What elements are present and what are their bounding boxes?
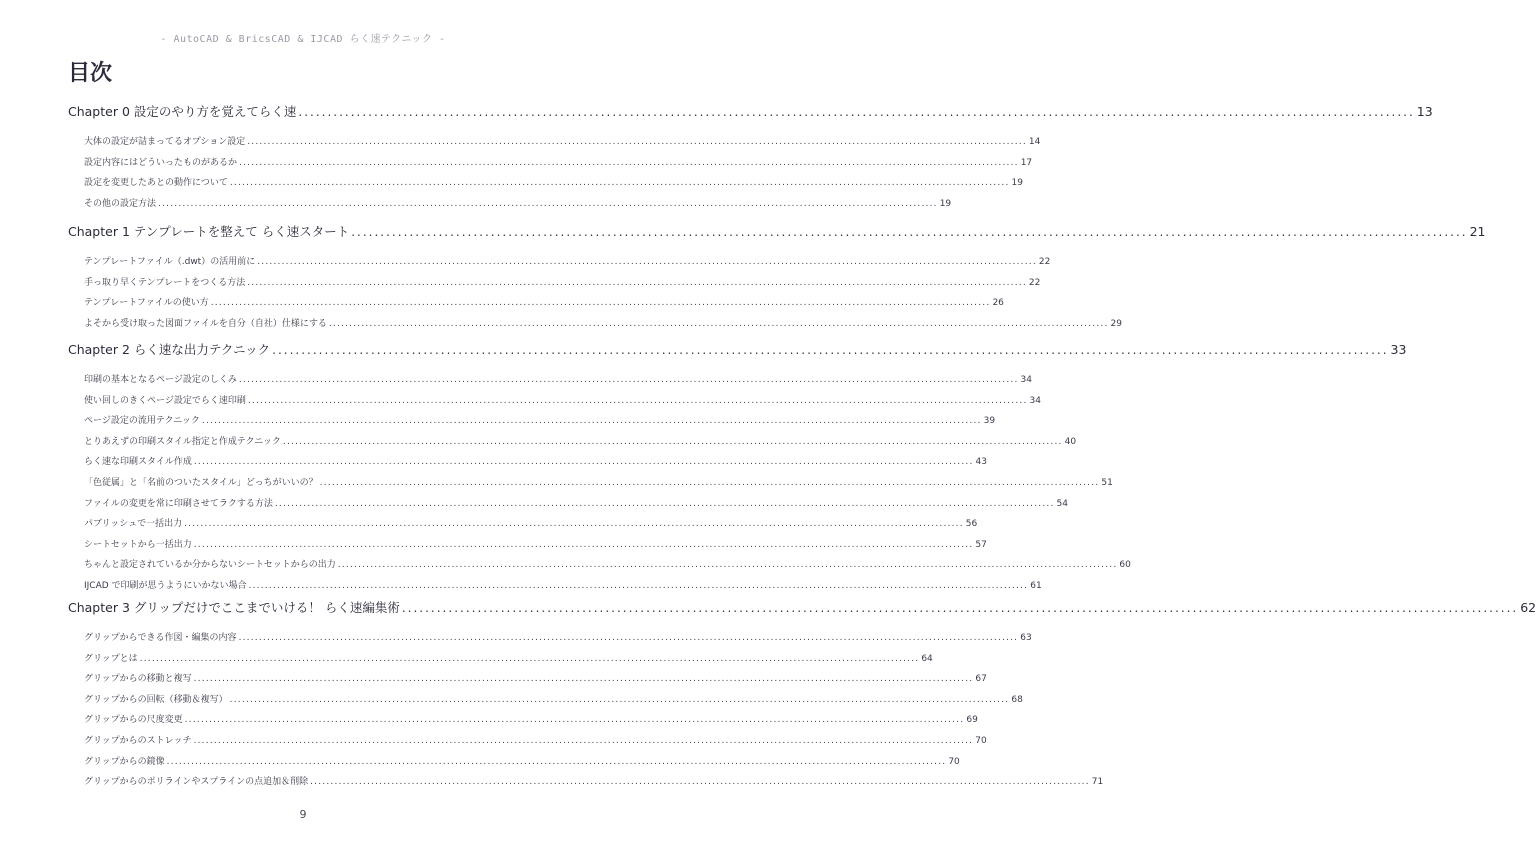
- toc-chapter[interactable]: [68, 102, 1433, 120]
- entry-page: 22: [1028, 277, 1041, 288]
- toc-entry[interactable]: [84, 316, 1122, 329]
- leader-dots: ................................................................................................................................................................................................: [274, 498, 1055, 509]
- entry-title: 印刷の基本となるページ設定のしくみ: [84, 375, 237, 385]
- chapter-page: 62: [1520, 600, 1536, 615]
- toc-entry[interactable]: [84, 537, 987, 550]
- leader-dots: ................................................................................................................................................................................................: [248, 581, 1029, 591]
- toc-entry[interactable]: [84, 712, 978, 726]
- entry-page: 57: [975, 539, 987, 550]
- chapter-title: Chapter 0 設定のやり方を覚えてらく速: [68, 104, 297, 119]
- entry-page: 60: [1119, 560, 1131, 571]
- leader-dots: ................................................................................................................................................................................................: [328, 318, 1109, 329]
- entry-page: 70: [948, 756, 960, 767]
- toc-entry[interactable]: [84, 557, 1131, 571]
- entry-page: 71: [1091, 777, 1104, 788]
- chapter-page: 21: [1469, 224, 1486, 239]
- entry-title: ページ設定の流用テクニック: [84, 416, 200, 427]
- leader-dots: ................................................................................................................................................................................................: [239, 157, 1019, 168]
- leader-dots: ................................................................................................................................................................................................: [319, 478, 1100, 488]
- entry-page: 34: [1020, 375, 1032, 385]
- entry-page: 70: [975, 736, 987, 746]
- entry-page: 56: [965, 519, 978, 530]
- entry-page: 67: [975, 674, 987, 685]
- entry-title: シートセットから一括出力: [84, 539, 192, 550]
- entry-page: 43: [975, 457, 987, 468]
- entry-title: IJCAD で印刷が思うようにいかない場合: [84, 581, 247, 591]
- entry-page: 39: [983, 416, 996, 427]
- entry-page: 51: [1101, 478, 1113, 488]
- entry-title: テンプレートファイル（.dwt）の活用前に: [84, 257, 256, 267]
- entry-title: グリップからの尺度変更: [84, 715, 183, 726]
- entry-page: 69: [966, 715, 978, 726]
- toc-entry[interactable]: [84, 454, 987, 468]
- leader-dots: ................................................................................................................................................................................................: [298, 105, 1415, 119]
- leader-dots: ................................................................................................................................................................................................: [247, 277, 1027, 288]
- leader-dots: ................................................................................................................................................................................................: [229, 178, 1010, 189]
- entry-page: 68: [1011, 694, 1023, 705]
- leader-dots: ................................................................................................................................................................................................: [401, 601, 1519, 615]
- leader-dots: ................................................................................................................................................................................................: [351, 225, 1468, 239]
- toc-entry[interactable]: [84, 434, 1077, 447]
- leader-dots: ................................................................................................................................................................................................: [201, 416, 982, 427]
- toc-chapter[interactable]: [68, 340, 1407, 358]
- entry-page: 14: [1028, 137, 1041, 147]
- entry-title: 設定内容にはどういったものがあるか: [84, 157, 238, 168]
- leader-dots: ................................................................................................................................................................................................: [193, 539, 974, 550]
- entry-page: 17: [1020, 157, 1033, 168]
- entry-page: 26: [992, 298, 1004, 309]
- toc-entry[interactable]: [84, 196, 952, 209]
- entry-title: グリップからできる作図・編集の内容: [84, 633, 237, 643]
- entry-title: グリップからのストレッチ: [84, 736, 192, 746]
- toc-entry[interactable]: [84, 413, 996, 427]
- entry-title: よそから受け取った図面ファイルを自分（自社）仕様にする: [84, 318, 327, 329]
- entry-page: 19: [1011, 178, 1023, 189]
- entry-title: テンプレートファイルの使い方: [84, 298, 209, 309]
- toc-entry[interactable]: [84, 475, 1113, 488]
- toc-entry[interactable]: [84, 630, 1032, 643]
- toc-entry[interactable]: [84, 578, 1042, 591]
- leader-dots: ................................................................................................................................................................................................: [247, 137, 1027, 147]
- entry-title: パブリッシュで一括出力: [84, 519, 183, 530]
- toc-entry[interactable]: [84, 774, 1104, 788]
- toc-entry[interactable]: [84, 295, 1004, 309]
- entry-title: とりあえずの印刷スタイル指定と作成テクニック: [84, 436, 281, 447]
- toc-entry[interactable]: [84, 692, 1023, 705]
- entry-title: グリップとは: [84, 653, 138, 664]
- entry-title: 使い回しのきくページ設定でらく速印刷: [84, 395, 246, 406]
- entry-title: グリップからの移動と複写: [84, 674, 192, 685]
- toc-entry[interactable]: [84, 175, 1023, 189]
- leader-dots: ................................................................................................................................................................................................: [310, 777, 1090, 788]
- leader-dots: ................................................................................................................................................................................................: [247, 395, 1028, 406]
- entry-title: ちゃんと設定されているか分からないシートセットからの出力: [84, 560, 336, 571]
- entry-title: グリップからの鏡像: [84, 756, 165, 767]
- toc-entry[interactable]: [84, 134, 1041, 147]
- leader-dots: ................................................................................................................................................................................................: [337, 560, 1118, 571]
- toc-entry[interactable]: [84, 516, 978, 530]
- toc-entry[interactable]: [84, 254, 1051, 267]
- page-title: 目次: [68, 61, 113, 86]
- entry-title: ファイルの変更を常に印刷させてラクする方法: [84, 498, 273, 509]
- leader-dots: ................................................................................................................................................................................................: [238, 633, 1019, 643]
- entry-title: 大体の設定が詰まってるオプション設定: [84, 137, 246, 147]
- toc-entry[interactable]: [84, 651, 933, 664]
- leader-dots: ................................................................................................................................................................................................: [282, 436, 1063, 447]
- entry-title: らく速な印刷スタイル作成: [84, 457, 192, 468]
- leader-dots: ................................................................................................................................................................................................: [158, 198, 938, 209]
- chapter-title: Chapter 1 テンプレートを整えて らく速スタート: [68, 224, 350, 239]
- entry-page: 19: [939, 198, 952, 209]
- leader-dots: ................................................................................................................................................................................................: [193, 674, 974, 685]
- entry-page: 22: [1038, 257, 1051, 267]
- running-header: - AutoCAD & BricsCAD & IJCAD らく速テクニック -: [160, 34, 446, 45]
- entry-page: 54: [1056, 498, 1068, 509]
- entry-page: 29: [1110, 318, 1122, 329]
- page-number: 9: [299, 808, 307, 821]
- leader-dots: ................................................................................................................................................................................................: [210, 298, 991, 309]
- entry-title: 「色従属」と「名前のついたスタイル」どっちがいいの？: [84, 478, 318, 488]
- entry-page: 61: [1030, 581, 1042, 591]
- entry-title: 手っ取り早くテンプレートをつくる方法: [84, 277, 246, 288]
- toc-chapter[interactable]: [68, 222, 1486, 240]
- chapter-title: Chapter 2 らく速な出力テクニック: [68, 342, 271, 357]
- entry-title: グリップからの回転（移動＆複写）: [84, 694, 228, 705]
- toc-entry[interactable]: [84, 275, 1041, 288]
- entry-page: 40: [1064, 436, 1077, 447]
- toc-entry[interactable]: [84, 155, 1033, 168]
- leader-dots: ................................................................................................................................................................................................: [184, 519, 964, 530]
- entry-title: グリップからのポリラインやスプラインの点追加＆削除: [84, 777, 309, 788]
- entry-title: 設定を変更したあとの動作について: [84, 178, 228, 189]
- entry-page: 64: [921, 653, 933, 664]
- leader-dots: ................................................................................................................................................................................................: [184, 715, 965, 726]
- leader-dots: ................................................................................................................................................................................................: [272, 343, 1389, 357]
- leader-dots: ................................................................................................................................................................................................: [229, 694, 1010, 705]
- chapter-title: Chapter 3 グリップだけでここまでいける！ らく速編集術: [68, 600, 400, 615]
- toc-entry[interactable]: [84, 733, 987, 746]
- toc-entry[interactable]: [84, 671, 987, 685]
- leader-dots: ................................................................................................................................................................................................: [257, 257, 1037, 267]
- entry-title: その他の設定方法: [84, 198, 157, 209]
- toc-entry[interactable]: [84, 496, 1068, 509]
- entry-page: 63: [1020, 633, 1032, 643]
- leader-dots: ................................................................................................................................................................................................: [193, 457, 974, 468]
- leader-dots: ................................................................................................................................................................................................: [238, 375, 1019, 385]
- leader-dots: ................................................................................................................................................................................................: [193, 736, 974, 746]
- toc-entry[interactable]: [84, 754, 960, 767]
- entry-page: 34: [1029, 395, 1041, 406]
- toc-entry[interactable]: [84, 372, 1032, 385]
- leader-dots: ................................................................................................................................................................................................: [139, 653, 920, 664]
- toc-chapter[interactable]: [68, 598, 1536, 616]
- leader-dots: ................................................................................................................................................................................................: [166, 756, 947, 767]
- chapter-page: 13: [1416, 104, 1433, 119]
- toc-entry[interactable]: [84, 393, 1041, 406]
- chapter-page: 33: [1390, 342, 1407, 357]
